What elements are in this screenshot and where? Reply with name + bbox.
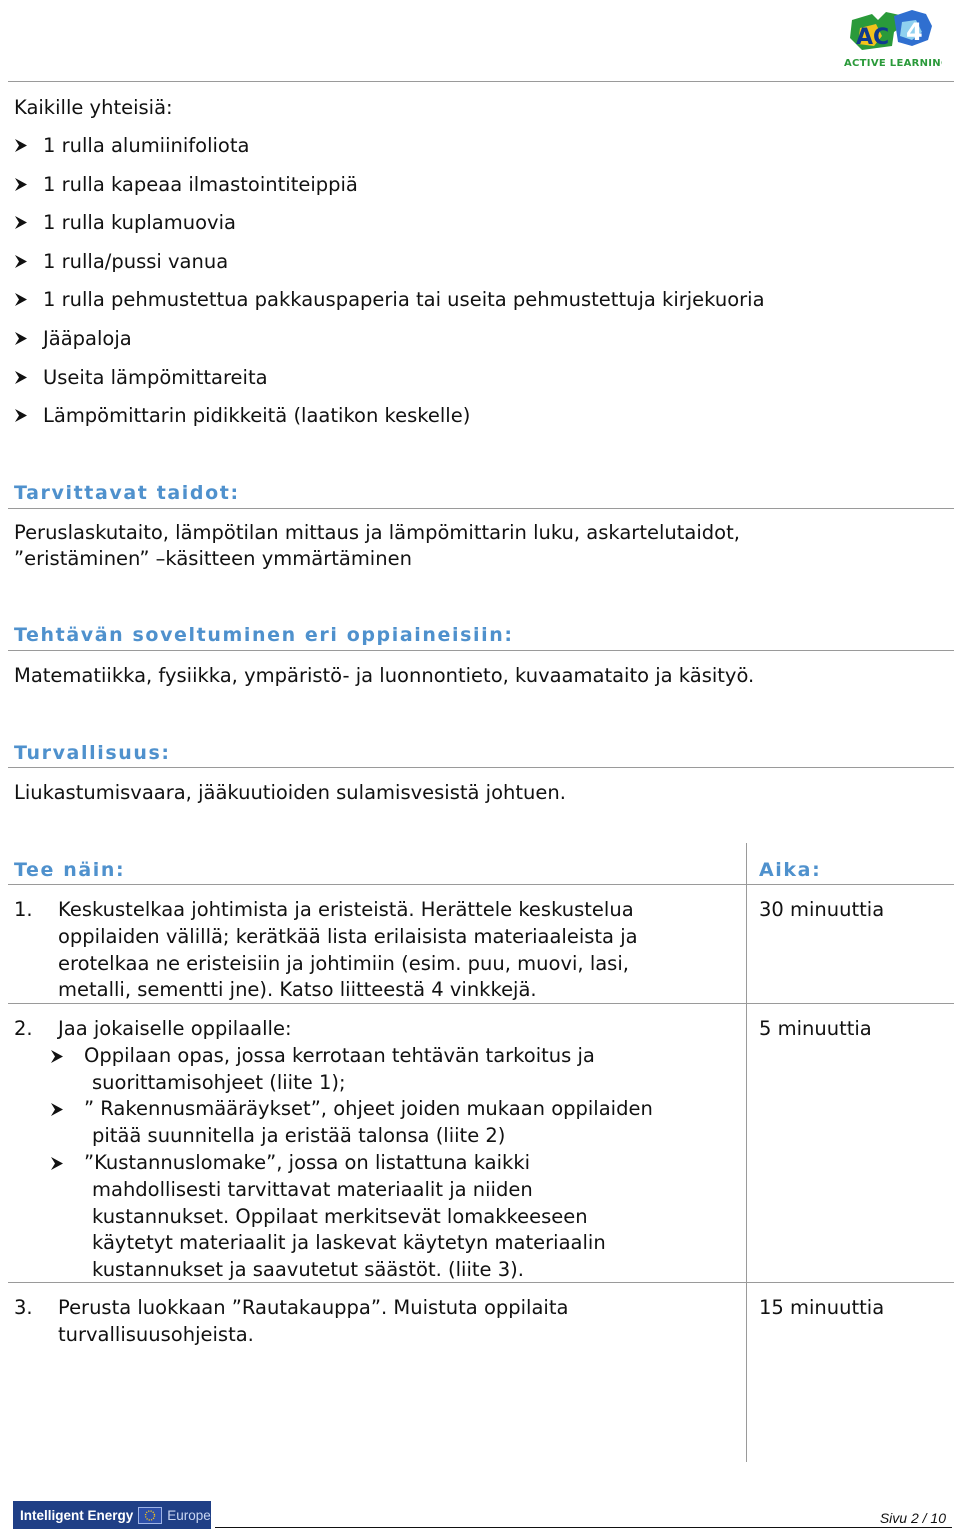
list-item: Useita lämpömittareita [14,359,765,398]
logo-left-text: Intelligent Energy [20,1507,134,1523]
list-item: 1 rulla kuplamuovia [14,204,765,243]
arrow-bullet-icon [14,292,28,307]
footer-divider [215,1527,952,1528]
skills-line-1: Peruslaskutaito, lämpötilan mittaus ja lämpömittarin luku, askartelutaidot, [14,521,740,544]
step-1-divider [8,1003,954,1004]
logo-right-text: Europe [167,1507,211,1523]
arrow-bullet-icon [14,254,28,269]
arrow-bullet-icon [14,370,28,385]
step-line: kustannukset. Oppilaat merkitsevät lomakkeeseen [92,1204,588,1228]
step-line: Keskustelkaa johtimista ja eristeistä. Herättele keskustelua [58,898,634,921]
step-line: Perusta luokkaan ”Rautakauppa”. Muistuta oppilaita [58,1296,569,1319]
step-line: kustannukset ja saavutetut säästöt. (liite 3). [92,1258,524,1282]
time-column-divider [746,843,747,1462]
step-line: metalli, sementti jne). Katso liitteestä 4 vinkkejä. [58,978,537,1002]
subjects-text: Matematiikka, fysiikka, ympäristö- ja luonnontieto, kuvaamataito ja käsityö. [14,664,755,687]
list-item: 1 rulla pehmustettua pakkauspaperia tai useita pehmustettuja kirjekuoria [14,281,765,320]
steps-header-divider [8,884,954,885]
skills-divider [8,508,954,509]
safety-divider [8,767,954,768]
step-2-divider [8,1282,954,1283]
svg-text:AC: AC [856,25,890,50]
list-item: 1 rulla kapeaa ilmastointiteippiä [14,166,765,205]
svg-text:ACTIVE LEARNING: ACTIVE LEARNING [844,58,942,69]
step-line: turvallisuusohjeista. [58,1322,254,1346]
arrow-bullet-icon [14,138,28,153]
subjects-heading: Tehtävän soveltuminen eri oppiaineisiin: [14,624,514,646]
step-3-text [58,1295,568,1349]
step-2-bullet-1 [50,1043,595,1097]
arrow-bullet-icon [14,177,28,192]
time-heading: Aika: [759,859,822,881]
skills-line-2: ”eristäminen” –käsitteen ymmärtäminen [14,547,412,570]
arrow-bullet-icon [14,408,28,423]
header-divider [8,81,954,82]
step-line: käytetyt materiaalit ja laskevat käytetyn materiaalin [92,1231,606,1255]
arrow-bullet-icon [50,1156,64,1171]
step-2-bullet-3 [50,1150,606,1284]
step-2-time: 5 minuuttia [759,1017,872,1040]
skills-heading: Tarvittavat taidot: [14,482,240,504]
step-2-bullet-2 [50,1096,653,1150]
step-3-time: 15 minuuttia [759,1296,885,1319]
intelligent-energy-logo [13,1501,211,1529]
svg-text:4: 4 [906,18,923,46]
list-item: 1 rulla/pussi vanua [14,243,765,282]
list-item: Jääpaloja [14,320,765,359]
puzzle-logo-icon [842,6,942,70]
subjects-divider [8,650,954,651]
common-title: Kaikille yhteisiä: [14,96,173,119]
step-1-text [58,897,638,1004]
step-line: Oppilaan opas, jossa kerrotaan tehtävän tarkoitus ja [84,1044,595,1067]
step-line: mahdollisesti tarvittavat materiaalit ja niiden [92,1177,533,1201]
step-line: ”Kustannuslomake”, jossa on listattuna kaikki [84,1151,531,1174]
steps-heading: Tee näin: [14,859,126,881]
step-3-number: 3. [14,1296,33,1319]
page-number: Sivu 2 / 10 [879,1510,946,1526]
step-line: erotelkaa ne eristeisiin ja johtimiin (esim. puu, muovi, lasi, [58,951,629,975]
arrow-bullet-icon [50,1049,64,1064]
arrow-bullet-icon [50,1102,64,1117]
list-item: Lämpömittarin pidikkeitä (laatikon keskelle) [14,397,765,436]
arrow-bullet-icon [14,215,28,230]
step-1-number: 1. [14,898,33,921]
safety-text: Liukastumisvaara, jääkuutioiden sulamisvesistä johtuen. [14,781,566,804]
step-line: suorittamisohjeet (liite 1); [92,1070,346,1094]
step-1-time: 30 minuuttia [759,898,885,921]
eu-flag-icon [138,1507,162,1524]
step-line: oppilaiden välillä; kerätkää lista erilaisista materiaaleista ja [58,924,638,948]
step-line: ” Rakennusmääräykset”, ohjeet joiden mukaan oppilaiden [84,1097,653,1120]
active-learning-logo [842,6,942,70]
step-line: pitää suunnitella ja eristää talonsa (liite 2) [92,1123,506,1147]
step-2-number: 2. [14,1017,33,1040]
safety-heading: Turvallisuus: [14,742,171,764]
arrow-bullet-icon [14,331,28,346]
list-item: 1 rulla alumiinifoliota [14,127,765,166]
common-items-list [14,127,765,436]
step-2-intro: Jaa jokaiselle oppilaalle: [58,1017,292,1040]
